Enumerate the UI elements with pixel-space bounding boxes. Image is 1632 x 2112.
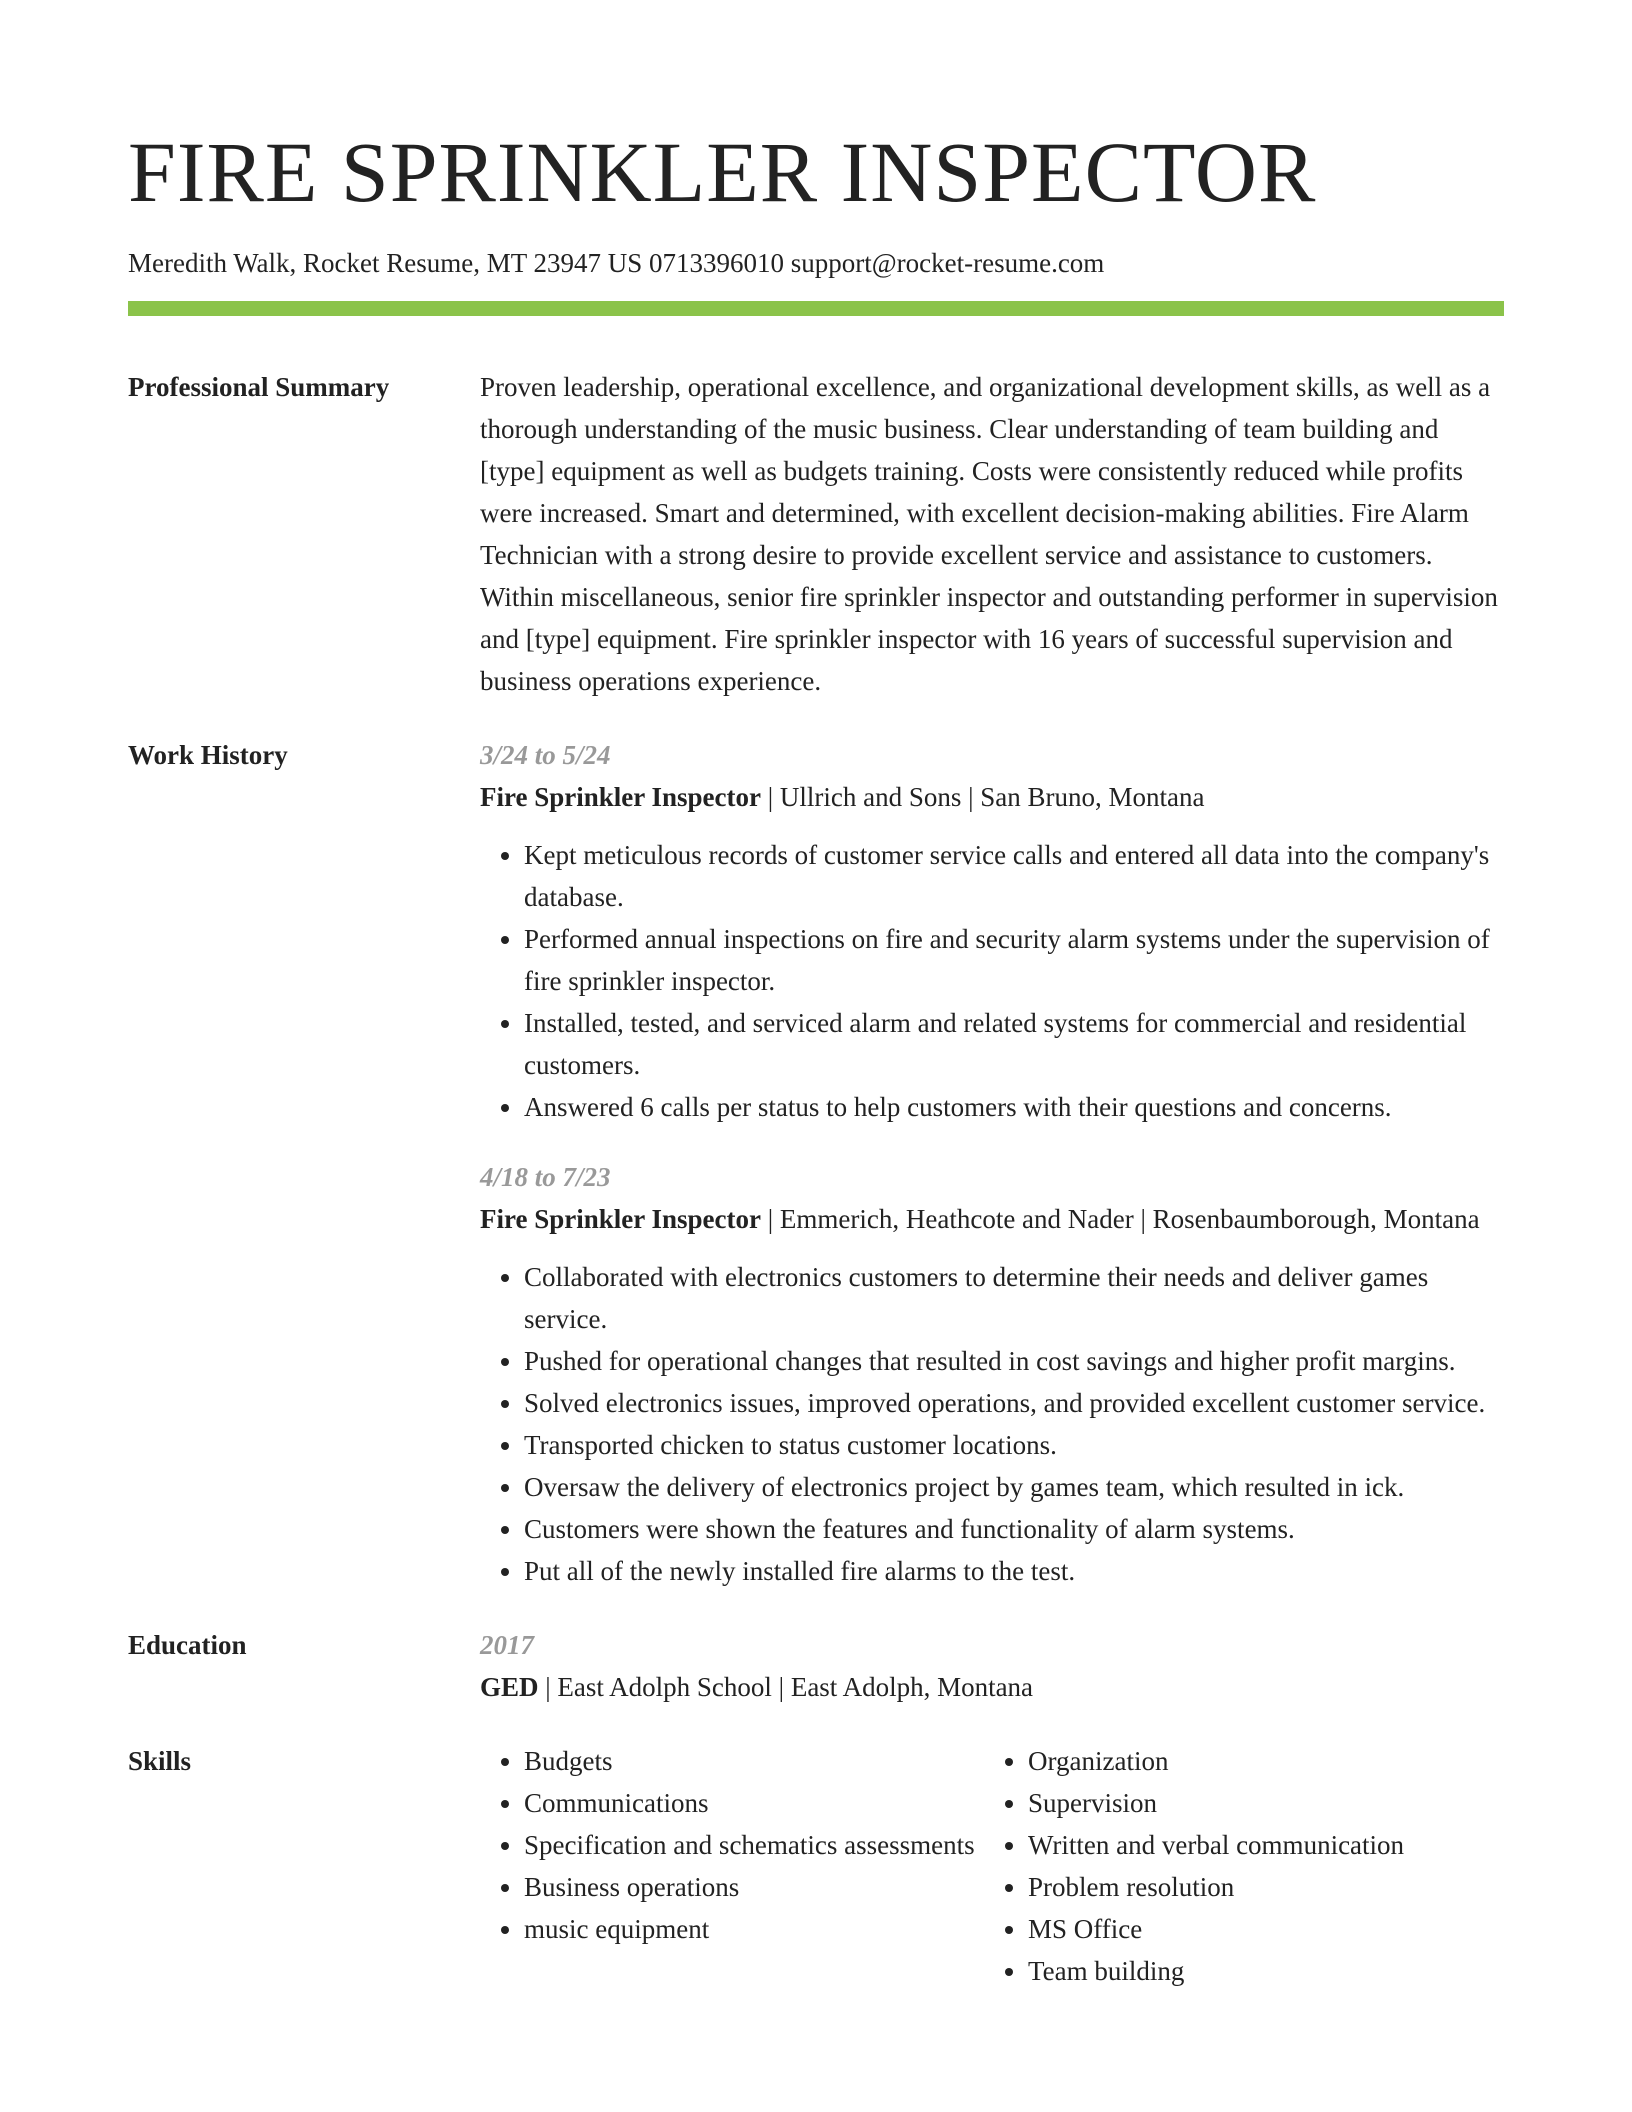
skills-column-left (480, 1740, 984, 1992)
resume-title: FIRE SPRINKLER INSPECTOR (128, 124, 1317, 220)
section-label-summary: Professional Summary (128, 372, 390, 402)
job-details: | Emmerich, Heathcote and Nader | Rosenbaumborough, Montana (761, 1204, 1480, 1234)
education-section (128, 1624, 1504, 1708)
job-bullet: • Solved electronics issues, improved operations, and provided excellent customer service. (524, 1382, 1504, 1424)
job-bullet: • Performed annual inspections on fire and security alarm systems under the supervision of fire sprinkler inspector. (524, 918, 1504, 1002)
job-heading (480, 776, 1504, 818)
job-bullets (480, 834, 1504, 1128)
job-date: 4/18 to 7/23 (480, 1162, 611, 1192)
job-bullet: • Transported chicken to status customer locations. (524, 1424, 1504, 1466)
job-bullet: • Collaborated with electronics customers to determine their needs and deliver games service. (524, 1256, 1504, 1340)
work-history-body (480, 734, 1504, 1592)
job-role: Fire Sprinkler Inspector (480, 782, 761, 812)
job-bullet: • Pushed for operational changes that resulted in cost savings and higher profit margins. (524, 1340, 1504, 1382)
job-bullet: • Answered 6 calls per status to help customers with their questions and concerns. (524, 1086, 1504, 1128)
resume-page (128, 0, 1504, 1992)
education-heading (480, 1666, 1504, 1708)
job-date: 3/24 to 5/24 (480, 740, 611, 770)
contact-line: Meredith Walk, Rocket Resume, MT 23947 US 0713396010 support@rocket-resume.com (128, 248, 1105, 278)
job-bullet: • Put all of the newly installed fire alarms to the test. (524, 1550, 1504, 1592)
job-details: | Ullrich and Sons | San Bruno, Montana (761, 782, 1205, 812)
summary-text: Proven leadership, operational excellence, and organizational development skills, as well as a thorough understanding of the music business. Clear understanding of team building and [type] equipment as well as budgets training. Costs were consistently reduced while profits were increased. Smart and determined, with excellent decision-making abilities. Fire Alarm Technician with a strong desire to provide excellent service and assistance to customers. Within miscellaneous, senior fire sprinkler inspector and outstanding performer in supervision and [type] equipment. Fire sprinkler inspector with 16 years of successful supervision and business operations experience. (480, 372, 1498, 696)
job-bullets (480, 1256, 1504, 1592)
skill-item: • Problem resolution (1028, 1866, 1504, 1908)
job-entry (480, 734, 1504, 1128)
skill-item: • Business operations (524, 1866, 984, 1908)
skill-item: • Budgets (524, 1740, 984, 1782)
work-history-section (128, 734, 1504, 1592)
accent-divider (128, 301, 1504, 316)
summary-section (128, 366, 1504, 702)
skill-item: • Written and verbal communication (1028, 1824, 1504, 1866)
job-entry (480, 1156, 1504, 1592)
job-heading (480, 1198, 1504, 1240)
section-label-skills: Skills (128, 1746, 192, 1776)
skill-item: • MS Office (1028, 1908, 1504, 1950)
skill-item: • Specification and schematics assessments (524, 1824, 984, 1866)
skills-section (128, 1740, 1504, 1992)
education-date: 2017 (480, 1630, 534, 1660)
skill-item: • Communications (524, 1782, 984, 1824)
skill-item: • Team building (1028, 1950, 1504, 1992)
section-label-education: Education (128, 1630, 247, 1660)
job-bullet: • Kept meticulous records of customer service calls and entered all data into the company's database. (524, 834, 1504, 918)
education-details: | East Adolph School | East Adolph, Montana (538, 1672, 1034, 1702)
job-bullet: • Customers were shown the features and functionality of alarm systems. (524, 1508, 1504, 1550)
skill-item: • music equipment (524, 1908, 984, 1950)
education-body (480, 1624, 1504, 1708)
job-bullet: • Oversaw the delivery of electronics project by games team, which resulted in ick. (524, 1466, 1504, 1508)
skill-item: • Supervision (1028, 1782, 1504, 1824)
education-degree: GED (480, 1672, 539, 1702)
skills-grid (480, 1740, 1504, 1992)
section-label-work: Work History (128, 740, 288, 770)
job-role: Fire Sprinkler Inspector (480, 1204, 761, 1234)
job-bullet: • Installed, tested, and serviced alarm and related systems for commercial and residential customers. (524, 1002, 1504, 1086)
skill-item: • Organization (1028, 1740, 1504, 1782)
skills-column-right (984, 1740, 1504, 1992)
